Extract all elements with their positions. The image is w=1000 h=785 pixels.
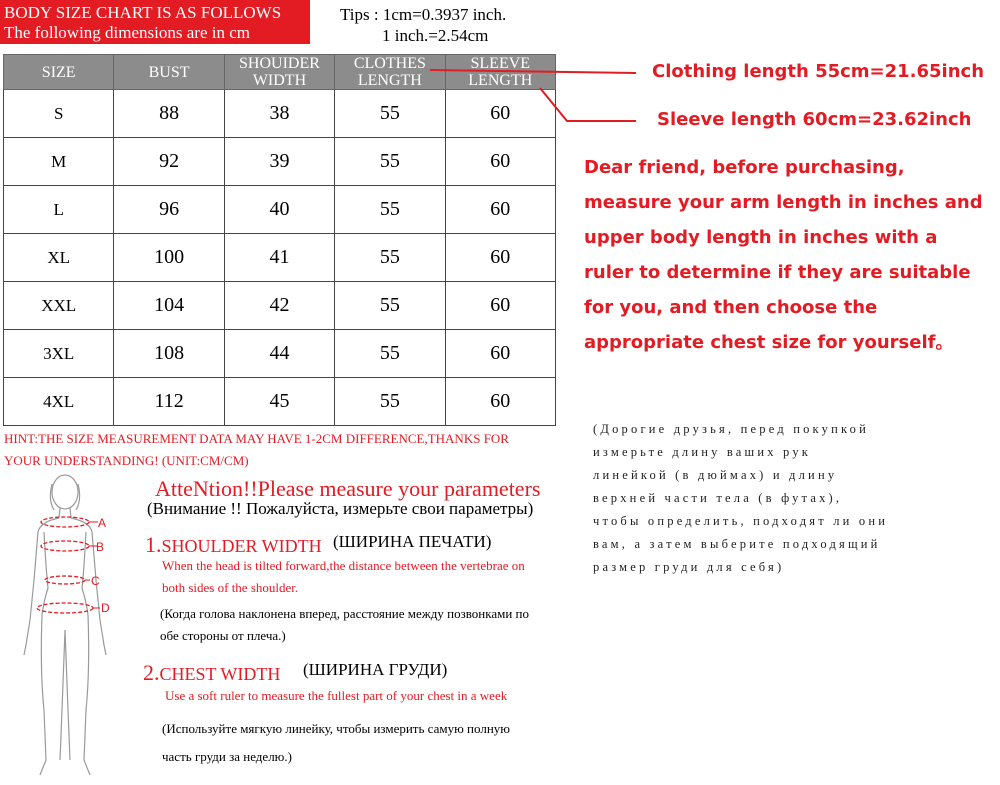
measure-letter-c: C xyxy=(91,574,100,588)
advice-ru-line: вам, а затем выберите подходящий xyxy=(593,537,881,551)
hip-ring xyxy=(37,603,93,613)
cell-size: M xyxy=(4,138,114,186)
cell-size: 4XL xyxy=(4,378,114,426)
advice-line: ruler to determine if they are suitable xyxy=(584,262,971,283)
banner-subtitle: The following dimensions are in cm xyxy=(4,23,250,42)
cell-size: XL xyxy=(4,234,114,282)
advice-ru-line: верхней части тела (в футах), xyxy=(593,491,843,505)
table-row xyxy=(4,234,556,282)
cell-size: 3XL xyxy=(4,330,114,378)
advice-line: measure your arm length in inches and xyxy=(584,192,983,213)
cell-bust: 104 xyxy=(114,282,224,330)
cell-size: XXL xyxy=(4,282,114,330)
advice-ru-line: размер груди для себя) xyxy=(593,560,785,574)
description-ru-line: (Используйте мягкую линейку, чтобы измерить самую полную xyxy=(162,721,510,736)
measure-letter-a: A xyxy=(98,516,107,530)
cell-sleeve-length: 60 xyxy=(445,330,555,378)
cell-sleeve-length: 60 xyxy=(445,282,555,330)
cell-size: S xyxy=(4,90,114,138)
cell-bust: 100 xyxy=(114,234,224,282)
description-line: Use a soft ruler to measure the fullest part of your chest in a week xyxy=(165,688,508,703)
section-title-text: SHOULDER WIDTH xyxy=(161,536,322,556)
section-chest-width-description-russian xyxy=(162,718,510,768)
cell-clothes-length: 55 xyxy=(335,282,445,330)
advice-line: Dear friend, before purchasing, xyxy=(584,157,905,178)
measure-letter-d: D xyxy=(101,601,110,615)
clothing-length-callout: Clothing length 55cm=21.65inch xyxy=(652,61,985,82)
cell-size: L xyxy=(4,186,114,234)
cell-clothes-length: 55 xyxy=(335,330,445,378)
cell-sleeve-length: 60 xyxy=(445,378,555,426)
table-row xyxy=(4,186,556,234)
section-shoulder-width-description-russian xyxy=(160,603,529,647)
attention-title: AtteNtion!!Please measure your parameters xyxy=(155,476,541,501)
size-hint xyxy=(4,428,509,472)
shoulder-ring xyxy=(41,517,89,527)
cell-bust: 108 xyxy=(114,330,224,378)
description-ru-line: часть груди за неделю.) xyxy=(162,749,292,764)
advice-ru-line: чтобы определить, подходят ли они xyxy=(593,514,889,528)
section-shoulder-width-title-russian: (ШИРИНА ПЕЧАТИ) xyxy=(333,532,492,551)
sleeve-length-leader xyxy=(540,88,636,121)
cell-clothes-length: 55 xyxy=(335,378,445,426)
section-number: 2. xyxy=(143,660,160,685)
header-bust: BUST xyxy=(114,55,224,90)
advice-line: for you, and then choose the xyxy=(584,297,878,318)
section-chest-width-title xyxy=(143,660,280,686)
cell-clothes-length: 55 xyxy=(335,234,445,282)
hint-line-2: YOUR UNDERSTANDING! (UNIT:CM/CM) xyxy=(4,453,249,468)
header-clothes-length: CLOTHES LENGTH xyxy=(335,55,445,90)
measure-letter-b: B xyxy=(96,540,105,554)
table-row xyxy=(4,378,556,426)
cell-shoulder: 45 xyxy=(224,378,334,426)
cell-shoulder: 44 xyxy=(224,330,334,378)
cell-clothes-length: 55 xyxy=(335,138,445,186)
cell-bust: 96 xyxy=(114,186,224,234)
cell-shoulder: 41 xyxy=(224,234,334,282)
description-line: When the head is tilted forward,the distance between the vertebrae on xyxy=(162,558,525,573)
section-chest-width-description xyxy=(165,685,507,707)
description-line: both sides of the shoulder. xyxy=(162,580,299,595)
tips-line-2: 1 inch.=2.54cm xyxy=(382,26,489,45)
cell-sleeve-length: 60 xyxy=(445,90,555,138)
cell-clothes-length: 55 xyxy=(335,90,445,138)
attention-title-russian: (Внимание !! Пожалуйста, измерьте свои параметры) xyxy=(147,499,534,518)
cell-bust: 112 xyxy=(114,378,224,426)
section-number: 1. xyxy=(145,532,162,557)
table-row xyxy=(4,330,556,378)
table-row xyxy=(4,282,556,330)
cell-sleeve-length: 60 xyxy=(445,138,555,186)
body-figure-illustration xyxy=(10,470,130,782)
waist-ring xyxy=(45,576,85,584)
cell-shoulder: 40 xyxy=(224,186,334,234)
header-sleeve-length: SLEEVE LENGTH xyxy=(445,55,555,90)
header-size: SIZE xyxy=(4,55,114,90)
advice-ru-line: измерьте длину ваших рук xyxy=(593,445,812,459)
cell-bust: 88 xyxy=(114,90,224,138)
section-shoulder-width-description xyxy=(162,555,525,599)
clothing-length-leader xyxy=(430,70,636,73)
cell-shoulder: 42 xyxy=(224,282,334,330)
header-shoulder-width: SHOUIDER WIDTH xyxy=(224,55,334,90)
sleeve-length-callout: Sleeve length 60cm=23.62inch xyxy=(657,109,972,130)
hint-line-1: HINT:THE SIZE MEASUREMENT DATA MAY HAVE 1-2CM DIFFERENCE,THANKS FOR xyxy=(4,431,509,446)
description-ru-line: обе стороны от плеча.) xyxy=(160,628,286,643)
advice-ru-line: линейкой (в дюймах) и длину xyxy=(593,468,838,482)
cell-clothes-length: 55 xyxy=(335,186,445,234)
cell-sleeve-length: 60 xyxy=(445,186,555,234)
section-chest-width-title-russian: (ШИРИНА ГРУДИ) xyxy=(303,660,448,679)
advice-ru-line: (Дорогие друзья, перед покупкой xyxy=(593,422,869,436)
advice-line: upper body length in inches with a xyxy=(584,227,938,248)
advice-line: appropriate chest size for yourself。 xyxy=(584,332,954,353)
section-title-text: CHEST WIDTH xyxy=(159,664,281,684)
cell-shoulder: 39 xyxy=(224,138,334,186)
table-row xyxy=(4,138,556,186)
chest-ring xyxy=(41,541,89,551)
cell-shoulder: 38 xyxy=(224,90,334,138)
banner-title: BODY SIZE CHART IS AS FOLLOWS xyxy=(4,3,282,22)
purchase-advice-russian xyxy=(593,418,993,579)
tips-line-1: Tips : 1cm=0.3937 inch. xyxy=(340,5,507,24)
cell-sleeve-length: 60 xyxy=(445,234,555,282)
purchase-advice xyxy=(584,150,994,360)
cell-bust: 92 xyxy=(114,138,224,186)
description-ru-line: (Когда голова наклонена вперед, расстояние между позвонками по xyxy=(160,606,530,621)
